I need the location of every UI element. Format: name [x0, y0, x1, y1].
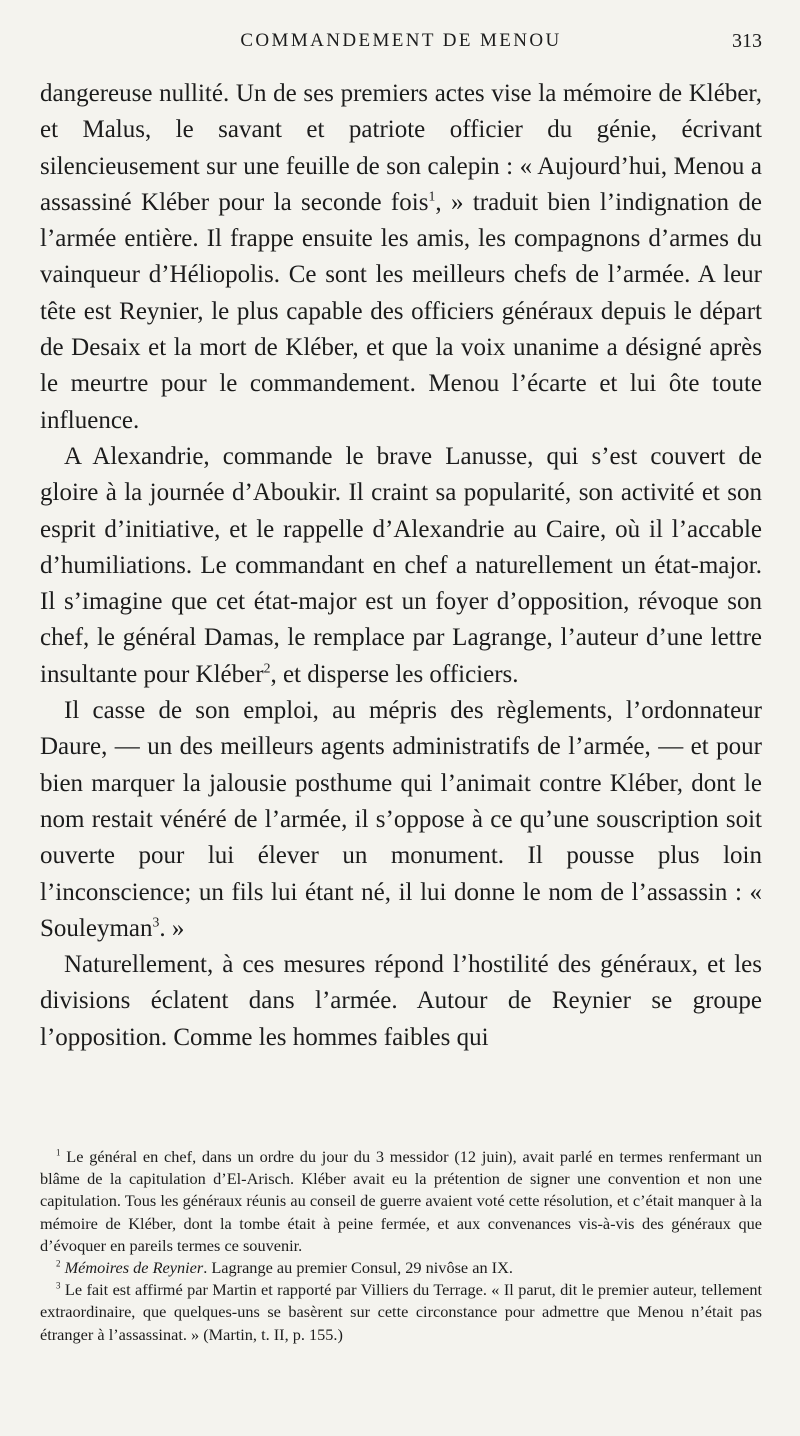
- paragraph-1: [40, 76, 762, 439]
- paragraph-3: [40, 693, 762, 947]
- running-title: COMMANDEMENT DE MENOU: [240, 30, 562, 51]
- footnote-marker: 1: [56, 1147, 61, 1158]
- paragraph-2: [40, 439, 762, 693]
- paragraph-text: , et disperse les officiers.: [270, 660, 519, 688]
- footnote-2: [40, 1257, 762, 1279]
- paragraph-text: . »: [159, 914, 185, 942]
- footnote-reference-2: 2: [263, 660, 271, 676]
- footnote-1: [40, 1146, 762, 1257]
- page-header: [40, 30, 762, 62]
- footnotes: [40, 1146, 762, 1346]
- page-number: 313: [732, 30, 762, 52]
- paragraph-4: [40, 947, 762, 1056]
- footnote-marker: 2: [56, 1258, 61, 1269]
- footnote-source-title: Mémoires de Reynier: [64, 1258, 204, 1278]
- footnote-reference-3: 3: [152, 914, 160, 930]
- paragraph-text: A Alexandrie, commande le brave Lanusse, qui s’est couvert de gloire à la journée d’Aboukir. Il craint sa popularité, son activité et son esprit d’initiative, et le rappelle d’Alexandrie au Caire, où il l’accable d’humiliations. Le commandant en chef a naturellement un état-major. Il s’imagine que cet état-major est un foyer d’opposition, révoque son chef, le général Damas, le remplace par Lagrange, l’auteur d’une lettre insultante pour Kléber: [40, 442, 762, 688]
- body-text: [40, 76, 762, 1056]
- footnote-text-rest: . Lagrange au premier Consul, 29 nivôse an IX.: [203, 1258, 513, 1278]
- footnote-text: Le fait est affirmé par Martin et rapporté par Villiers du Terrage. « Il parut, dit le premier auteur, tellement extraordinaire, que quelques-uns se basèrent sur cette circonstance pour admettre que Menou n’était pas étranger à l’assassinat. » (Martin, t. II, p. 155.): [40, 1280, 762, 1344]
- footnote-3: [40, 1279, 762, 1346]
- paragraph-text: Naturellement, à ces mesures répond l’hostilité des généraux, et les divisions éclatent dans l’armée. Autour de Reynier se groupe l’opposition. Comme les hommes faibles qui: [40, 951, 762, 1051]
- footnote-marker: 3: [56, 1280, 61, 1291]
- paragraph-text: dangereuse nullité. Un de ses premiers actes vise la mémoire de Kléber, et Malus, le savant et patriote officier du génie, écrivant silencieusement sur une feuille de son calepin : « Aujourd’hui, Menou a assassiné Kléber pour la seconde fois: [40, 80, 762, 216]
- footnote-reference-1: 1: [428, 188, 436, 204]
- paragraph-text: , » traduit bien l’indignation de l’armée entière. Il frappe ensuite les amis, les compagnons d’armes du vainqueur d’Héliopolis. Ce sont les meilleurs chefs de l’armée. A leur tête est Reynier, le plus capable des officiers généraux depuis le départ de Desaix et la mort de Kléber, et que la voix unanime a désigné après le meurtre pour le commandement. Menou l’écarte et lui ôte toute influence.: [40, 188, 762, 434]
- footnote-text: Le général en chef, dans un ordre du jour du 3 messidor (12 juin), avait parlé en termes renfermant un blâme de la capitulation d’El-Arisch. Kléber avait eu la prétention de signer une convention et non une capitulation. Tous les généraux réunis au conseil de guerre avaient voté cette résolution, et c’était manquer à la mémoire de Kléber, dont la tombe était à peine fermée, et aux convenances vis-à-vis des généraux que d’évoquer en pareils termes ce souvenir.: [40, 1147, 762, 1255]
- paragraph-text: Il casse de son emploi, au mépris des règlements, l’ordonnateur Daure, — un des meilleurs agents administratifs de l’armée, — et pour bien marquer la jalousie posthume qui l’animait contre Kléber, dont le nom restait vénéré de l’armée, il s’oppose à ce qu’une souscription soit ouverte pour lui élever un monument. Il pousse plus loin l’inconscience; un fils lui étant né, il lui donne le nom de l’assassin : « Souleyman: [40, 697, 762, 942]
